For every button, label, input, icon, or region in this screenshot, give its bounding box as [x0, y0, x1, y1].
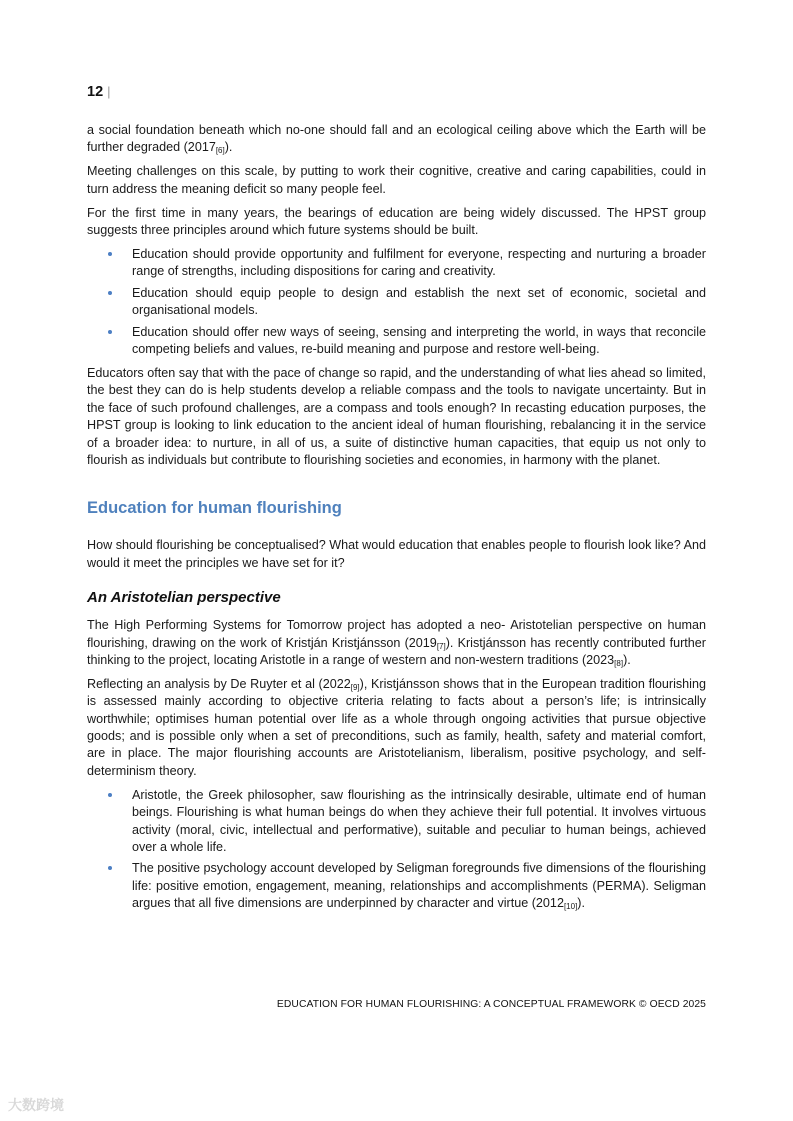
- bullet-icon: [108, 866, 112, 870]
- list-item: [87, 860, 706, 912]
- page-footer: EDUCATION FOR HUMAN FLOURISHING: A CONCEPTUAL FRAMEWORK © OECD 2025: [276, 999, 706, 1010]
- list-item-text: Aristotle, the Greek philosopher, saw flourishing as the intrinsically desirable, ultimate end of human beings. Flourishing is what human beings do when they achieve their full potential. It involves virtuous activity (moral, civic, intellectual and performative), suitable and peculiar to human beings, achieved over a whole life.: [132, 787, 706, 854]
- paragraph-tail: ).: [224, 140, 233, 155]
- paragraph-text: The High Performing Systems for Tomorrow project has adopted a neo- Aristotelian perspective on human flourishing, drawing on the work of Kristján Kristjánsson (2019: [87, 618, 706, 650]
- list-item-tail: ).: [577, 896, 585, 911]
- list-item: [87, 246, 706, 281]
- paragraph-hpst-project: [87, 617, 706, 669]
- paragraph-social-foundation: [87, 122, 706, 157]
- section-heading: Education for human flourishing: [87, 499, 342, 518]
- paragraph-meeting-challenges: Meeting challenges on this scale, by putting to work their cognitive, creative and caring capabilities, could in turn address the meaning deficit so many people feel.: [87, 164, 706, 196]
- paragraph-de-ruyter: [87, 676, 706, 780]
- citation-ref: [8]: [614, 658, 624, 668]
- list-item: [87, 787, 706, 857]
- list-item: [87, 324, 706, 359]
- list-item: [87, 285, 706, 320]
- paragraph-text: Reflecting an analysis by De Ruyter et al (2022: [87, 676, 351, 691]
- citation-ref: [6]: [215, 146, 225, 156]
- page-number-separator: |: [107, 84, 111, 99]
- paragraph-tail: ).: [623, 652, 631, 667]
- list-item-text: Education should offer new ways of seeing, sensing and interpreting the world, in ways that reconcile competing beliefs and values, re-build meaning and purpose and restore well-being.: [132, 324, 706, 356]
- paragraph-bearings: For the first time in many years, the bearings of education are being widely discussed. The HPST group suggests three principles around which future systems should be built.: [87, 205, 706, 238]
- subsection-heading: An Aristotelian perspective: [87, 589, 281, 607]
- paragraph-text: ). Kristjánsson has recently contributed further thinking to the project, locating Aristotle in a range of western and non-western traditions (2023: [87, 635, 706, 667]
- paragraph-text: a social foundation beneath which no-one should fall and an ecological ceiling above which the Earth will be further degraded (2017: [87, 123, 706, 155]
- bullet-icon: [108, 330, 112, 334]
- bullet-icon: [108, 252, 112, 256]
- citation-ref: [7]: [436, 641, 446, 651]
- principles-list: [87, 246, 706, 358]
- bullet-icon: [108, 793, 112, 797]
- list-item-text: Education should provide opportunity and fulfilment for everyone, respecting and nurturing a broader range of strengths, including dispositions for caring and creativity.: [132, 246, 706, 279]
- watermark: 大数跨境: [8, 1097, 64, 1113]
- paragraph-section-intro: How should flourishing be conceptualised? What would education that enables people to flourish look like? And would it meet the principles we have set for it?: [87, 538, 706, 570]
- citation-ref: [10]: [563, 902, 578, 912]
- bullet-icon: [108, 291, 112, 295]
- page-number: [87, 84, 111, 100]
- flourishing-accounts-list: [87, 787, 706, 913]
- paragraph-text: ), Kristjánsson shows that in the European tradition flourishing is assessed mainly according to objective criteria relating to facts about a person’s life; is intrinsically worthwhile; optimises human potential over life as a whole through ongoing activities that pursue objective goods; and is possible only when a set of preconditions, such as family, health, safety and material comfort, are in place. The major flourishing accounts are Aristotelianism, liberalism, positive psychology, and self-determinism theory.: [87, 676, 706, 778]
- list-item-text: The positive psychology account developed by Seligman foregrounds five dimensions of the flourishing life: positive emotion, engagement, meaning, relationships and accomplishments (PERMA). Seligman argues that all five dimensions are underpinned by character and virtue (2012: [132, 861, 706, 911]
- page-number-value: 12: [87, 84, 104, 100]
- list-item-text: Education should equip people to design and establish the next set of economic, societal and organisational models.: [132, 285, 706, 318]
- page-content: [87, 122, 706, 919]
- paragraph-educators: Educators often say that with the pace of change so rapid, and the understanding of what lies ahead so limited, the best they can do is help students develop a reliable compass and the tools to navigate uncertainty. But in the face of such profound challenges, are a compass and tools enough? In recasting education purposes, the HPST group is looking to link education to the ancient ideal of human flourishing, rebalancing it in the service of a broader idea: to nurture, in all of us, a suite of distinctive human capacities, that equip us not only to flourish as individuals but contribute to flourishing societies and economies, in harmony with the planet.: [87, 365, 706, 467]
- citation-ref: [9]: [350, 682, 360, 692]
